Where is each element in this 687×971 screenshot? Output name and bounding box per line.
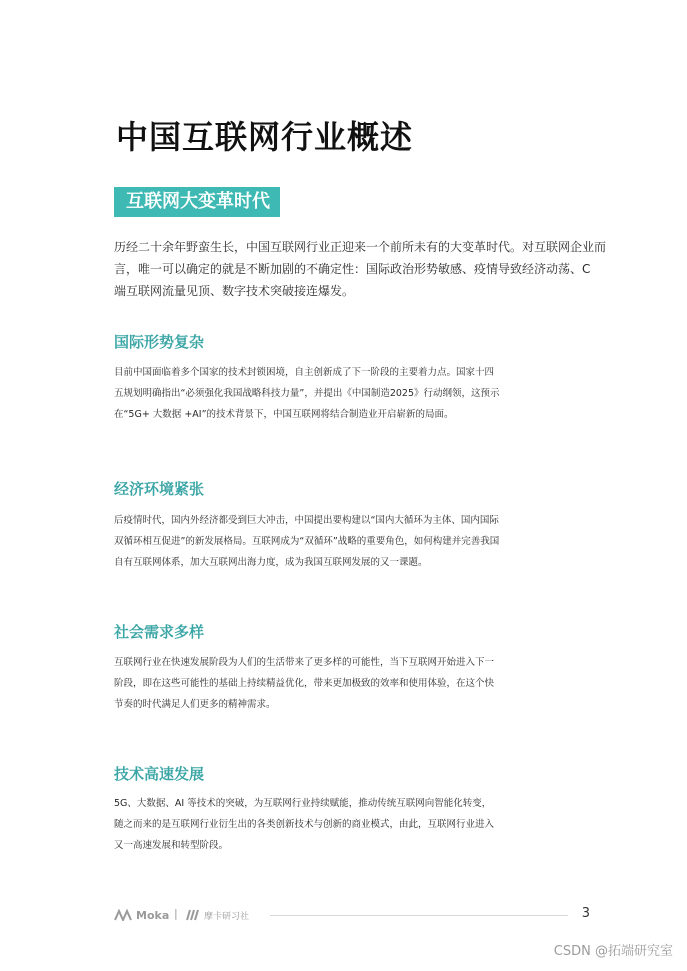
brand-logo [186,908,249,922]
section-heading-economy: 经济环境紧张 [114,480,205,498]
brand-logo-icon [186,909,200,921]
section-body-economy: 后疫情时代，国内外经济都受到巨大冲击，中国提出要构建以“国内大循环为主体、国内国际双循环相互促进”的新发展格局。互联网成为“双循环”战略的重要角色，如何构建并完善我国自有互联网体系，加大互联网出海力度，成为我国互联网发展的又一课题。 [114,515,500,568]
section-heading-society: 社会需求多样 [114,623,205,641]
section-body-technology: 5G、大数据、AI 等技术的突破，为互联网行业持续赋能，推动传统互联网向智能化转变，随之而来的是互联网行业衍生出的各类创新技术与创新的商业模式，由此，互联网行业进入又一高速发展和转型阶段。 [114,798,495,851]
watermark: CSDN @拓端研究室 [553,944,673,959]
moka-logo-text: Moka [136,908,170,922]
moka-logo [114,908,169,922]
section-banner: 互联网大变革时代 [114,187,280,217]
page-footer [114,905,590,927]
section-heading-international: 国际形势复杂 [114,333,205,351]
footer-separator: | [174,907,178,920]
section-body-society: 互联网行业在快速发展阶段为人们的生活带来了更多样的可能性，当下互联网开始进入下一阶段，即在这些可能性的基础上持续精益优化，带来更加极致的效率和使用体验，在这个快节奏的时代满足人们更多的精神需求。 [114,657,495,710]
brand-logo-text: 摩卡研习社 [204,911,250,922]
section-heading-technology: 技术高速发展 [114,765,205,783]
footer-divider [270,915,568,916]
page-number: 3 [581,906,590,921]
page-title: 中国互联网行业概述 [116,118,414,156]
moka-logo-icon [114,909,132,921]
intro-paragraph: 历经二十余年野蛮生长，中国互联网行业正迎来一个前所未有的大变革时代。对互联网企业而言，唯一可以确定的就是不断加剧的不确定性：国际政治形势敏感、疫情导致经济动荡、C 端互联网流量见顶、数字技术突破接连爆发。 [114,240,607,298]
section-body-international: 目前中国面临着多个国家的技术封锁困境，自主创新成了下一阶段的主要着力点。国家十四五规划明确指出“必须强化我国战略科技力量”，并提出《中国制造2025》行动纲领，这预示在“5G+ 大数据 +AI”的技术背景下，中国互联网将结合制造业开启崭新的局面。 [114,367,500,420]
